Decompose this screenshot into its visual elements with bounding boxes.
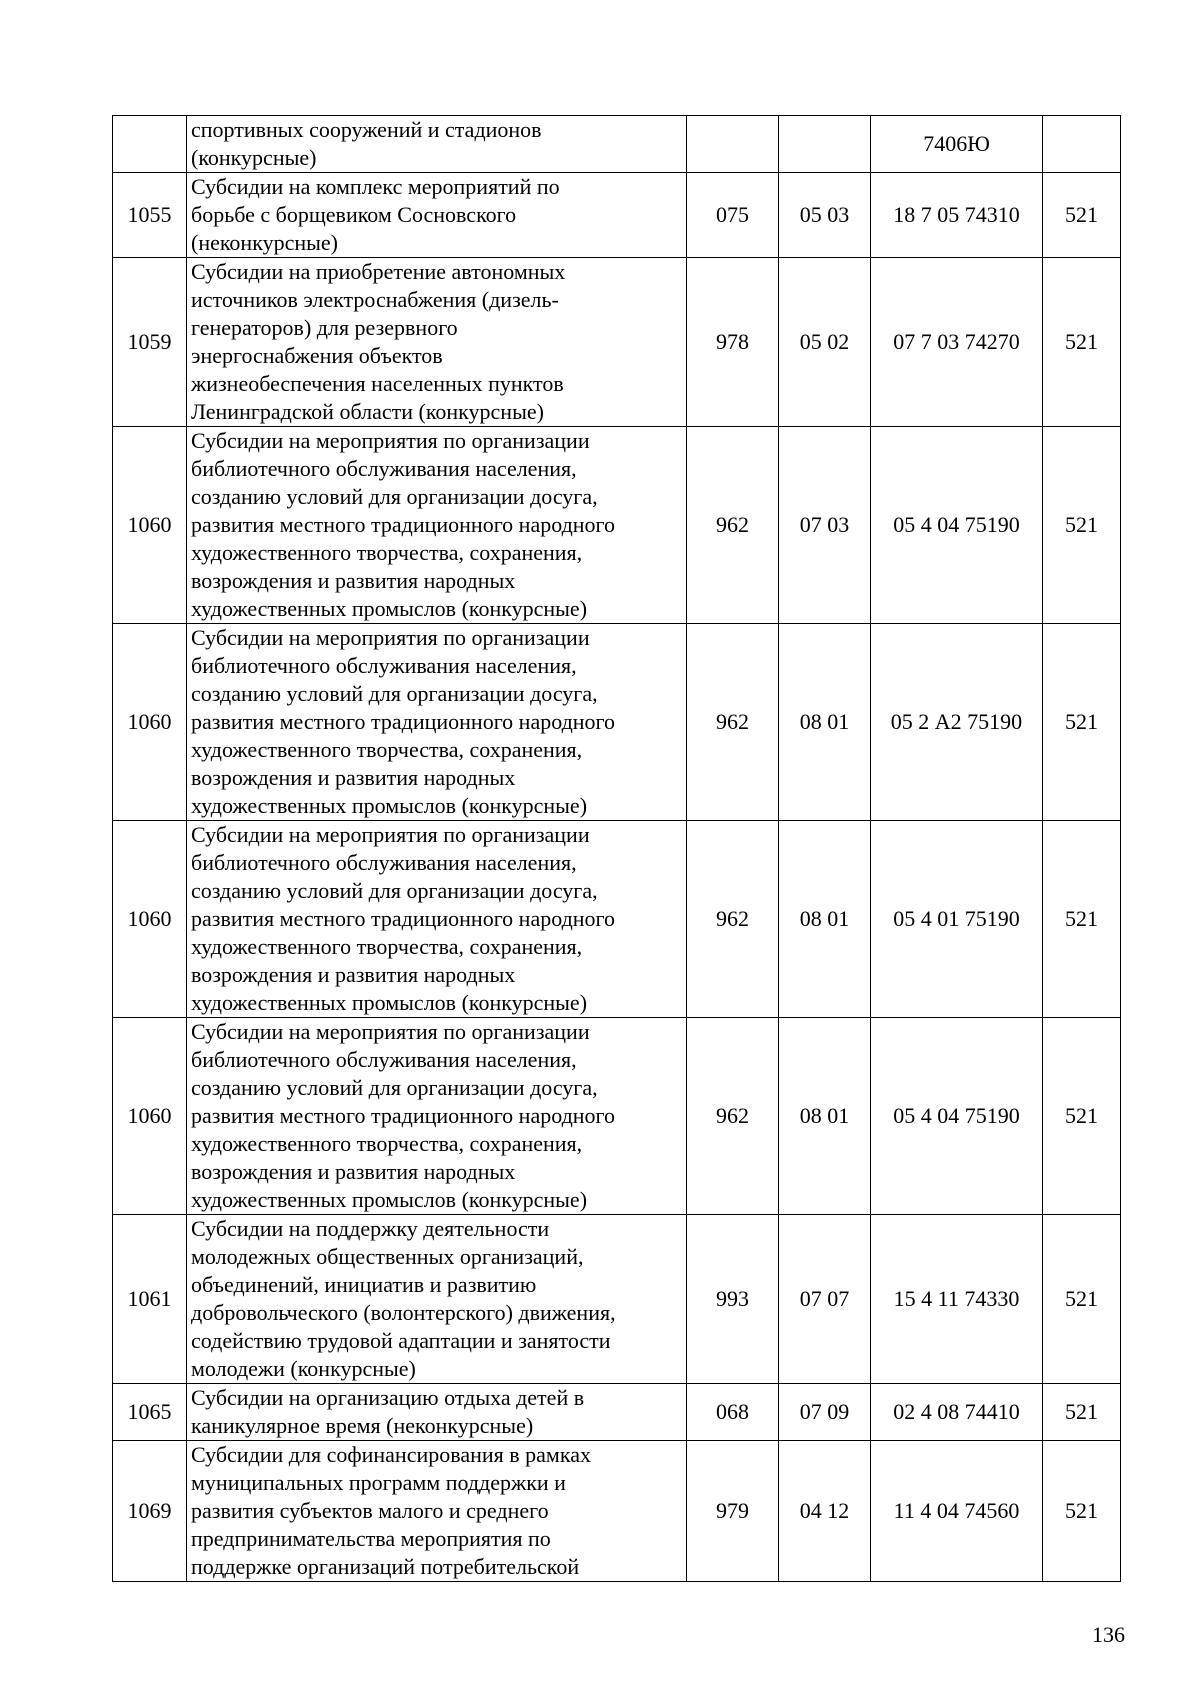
description-line: возрождения и развития народных [191, 962, 516, 987]
description-line: каникулярное время (неконкурсные) [191, 1413, 534, 1438]
description-line: библиотечного обслуживания населения, [191, 1047, 577, 1072]
description-line: созданию условий для организации досуга, [191, 484, 598, 509]
description-line: созданию условий для организации досуга, [191, 878, 598, 903]
description-line: Субсидии на комплекс мероприятий по [191, 174, 560, 199]
target-code-cell: 07 7 03 74270 [871, 258, 1043, 427]
org-code-cell: 075 [687, 173, 779, 258]
row-number-cell: 1065 [113, 1384, 187, 1441]
description-line: развития местного традиционного народного [191, 906, 616, 931]
description-cell [187, 116, 687, 173]
description-line: художественных промыслов (конкурсные) [191, 596, 588, 621]
description-line: поддержке организаций потребительской [191, 1554, 580, 1579]
expense-type-cell: 521 [1043, 173, 1121, 258]
description-line: созданию условий для организации досуга, [191, 681, 598, 706]
description-line: Ленинградской области (конкурсные) [191, 399, 544, 424]
org-code-cell: 962 [687, 821, 779, 1018]
expense-type-cell [1043, 116, 1121, 173]
description-line: художественных промыслов (конкурсные) [191, 1187, 588, 1212]
section-code-cell: 08 01 [779, 624, 871, 821]
row-number-cell: 1060 [113, 427, 187, 624]
description-line: возрождения и развития народных [191, 568, 516, 593]
expense-type-cell: 521 [1043, 1215, 1121, 1384]
table-row [113, 1384, 1121, 1441]
description-cell [187, 258, 687, 427]
section-code-cell: 07 03 [779, 427, 871, 624]
org-code-cell: 978 [687, 258, 779, 427]
description-line: развития местного традиционного народного [191, 512, 616, 537]
description-line: молодежи (конкурсные) [191, 1356, 416, 1381]
section-code-cell [779, 116, 871, 173]
budget-table [112, 115, 1121, 1582]
description-line: спортивных сооружений и стадионов [191, 117, 542, 142]
section-code-cell: 07 09 [779, 1384, 871, 1441]
description-line: молодежных общественных организаций, [191, 1244, 584, 1269]
page-number: 136 [1092, 1622, 1125, 1647]
target-code-cell: 11 4 04 74560 [871, 1441, 1043, 1582]
description-line: Субсидии на приобретение автономных [191, 259, 566, 284]
description-cell [187, 427, 687, 624]
row-number-cell: 1069 [113, 1441, 187, 1582]
expense-type-cell: 521 [1043, 1384, 1121, 1441]
description-cell [187, 624, 687, 821]
expense-type-cell: 521 [1043, 1018, 1121, 1215]
expense-type-cell: 521 [1043, 258, 1121, 427]
table-row [113, 427, 1121, 624]
target-code-cell: 02 4 08 74410 [871, 1384, 1043, 1441]
expense-type-cell: 521 [1043, 624, 1121, 821]
description-line: художественных промыслов (конкурсные) [191, 990, 588, 1015]
description-line: предпринимательства мероприятия по [191, 1526, 551, 1551]
target-code-cell: 05 2 А2 75190 [871, 624, 1043, 821]
description-line: библиотечного обслуживания населения, [191, 850, 577, 875]
row-number-cell: 1060 [113, 821, 187, 1018]
section-code-cell: 04 12 [779, 1441, 871, 1582]
section-code-cell: 08 01 [779, 1018, 871, 1215]
description-line: Субсидии на мероприятия по организации [191, 625, 590, 650]
table-row [113, 821, 1121, 1018]
description-line: источников электроснабжения (дизель- [191, 287, 559, 312]
target-code-cell: 05 4 04 75190 [871, 1018, 1043, 1215]
description-line: борьбе с борщевиком Сосновского [191, 202, 517, 227]
row-number-cell [113, 116, 187, 173]
description-line: художественного творчества, сохранения, [191, 1131, 583, 1156]
description-line: объединений, инициатив и развитию [191, 1272, 537, 1297]
description-cell [187, 173, 687, 258]
description-line: добровольческого (волонтерского) движения, [191, 1300, 616, 1325]
target-code-cell: 18 7 05 74310 [871, 173, 1043, 258]
org-code-cell: 962 [687, 1018, 779, 1215]
description-cell [187, 1441, 687, 1582]
table-row [113, 1441, 1121, 1582]
description-cell [187, 1384, 687, 1441]
description-line: Субсидии на организацию отдыха детей в [191, 1385, 585, 1410]
expense-type-cell: 521 [1043, 427, 1121, 624]
row-number-cell: 1061 [113, 1215, 187, 1384]
description-line: энергоснабжения объектов [191, 343, 443, 368]
description-line: жизнеобеспечения населенных пунктов [191, 371, 564, 396]
table-row [113, 1215, 1121, 1384]
table-row [113, 624, 1121, 821]
expense-type-cell: 521 [1043, 821, 1121, 1018]
description-cell [187, 821, 687, 1018]
row-number-cell: 1060 [113, 1018, 187, 1215]
description-line: Субсидии на поддержку деятельности [191, 1216, 550, 1241]
description-line: созданию условий для организации досуга, [191, 1075, 598, 1100]
section-code-cell: 05 02 [779, 258, 871, 427]
table-body [113, 116, 1121, 1582]
table-row [113, 1018, 1121, 1215]
section-code-cell: 05 03 [779, 173, 871, 258]
org-code-cell: 068 [687, 1384, 779, 1441]
description-line: развития субъектов малого и среднего [191, 1498, 549, 1523]
description-line: муниципальных программ поддержки и [191, 1470, 566, 1495]
description-line: художественного творчества, сохранения, [191, 737, 583, 762]
row-number-cell: 1055 [113, 173, 187, 258]
table-row-continuation [113, 116, 1121, 173]
description-line: Субсидии на мероприятия по организации [191, 428, 590, 453]
description-cell [187, 1018, 687, 1215]
table-row [113, 173, 1121, 258]
org-code-cell: 962 [687, 624, 779, 821]
org-code-cell [687, 116, 779, 173]
section-code-cell: 08 01 [779, 821, 871, 1018]
description-line: Субсидии на мероприятия по организации [191, 822, 590, 847]
row-number-cell: 1060 [113, 624, 187, 821]
description-line: Субсидии для софинансирования в рамках [191, 1442, 591, 1467]
description-line: художественного творчества, сохранения, [191, 540, 583, 565]
target-code-cell: 05 4 01 75190 [871, 821, 1043, 1018]
expense-type-cell: 521 [1043, 1441, 1121, 1582]
description-line: генераторов) для резервного [191, 315, 458, 340]
description-line: развития местного традиционного народного [191, 709, 616, 734]
org-code-cell: 962 [687, 427, 779, 624]
description-line: развития местного традиционного народного [191, 1103, 616, 1128]
org-code-cell: 993 [687, 1215, 779, 1384]
description-line: художественного творчества, сохранения, [191, 934, 583, 959]
target-code-cell: 15 4 11 74330 [871, 1215, 1043, 1384]
description-line: возрождения и развития народных [191, 765, 516, 790]
target-code-cell: 05 4 04 75190 [871, 427, 1043, 624]
target-code-cell: 7406Ю [871, 116, 1043, 173]
description-line: Субсидии на мероприятия по организации [191, 1019, 590, 1044]
description-line: возрождения и развития народных [191, 1159, 516, 1184]
description-line: (неконкурсные) [191, 230, 338, 255]
section-code-cell: 07 07 [779, 1215, 871, 1384]
description-cell [187, 1215, 687, 1384]
table-row [113, 258, 1121, 427]
description-line: библиотечного обслуживания населения, [191, 653, 577, 678]
row-number-cell: 1059 [113, 258, 187, 427]
org-code-cell: 979 [687, 1441, 779, 1582]
description-line: художественных промыслов (конкурсные) [191, 793, 588, 818]
description-line: библиотечного обслуживания населения, [191, 456, 577, 481]
description-line: (конкурсные) [191, 145, 317, 170]
description-line: содействию трудовой адаптации и занятости [191, 1328, 611, 1353]
